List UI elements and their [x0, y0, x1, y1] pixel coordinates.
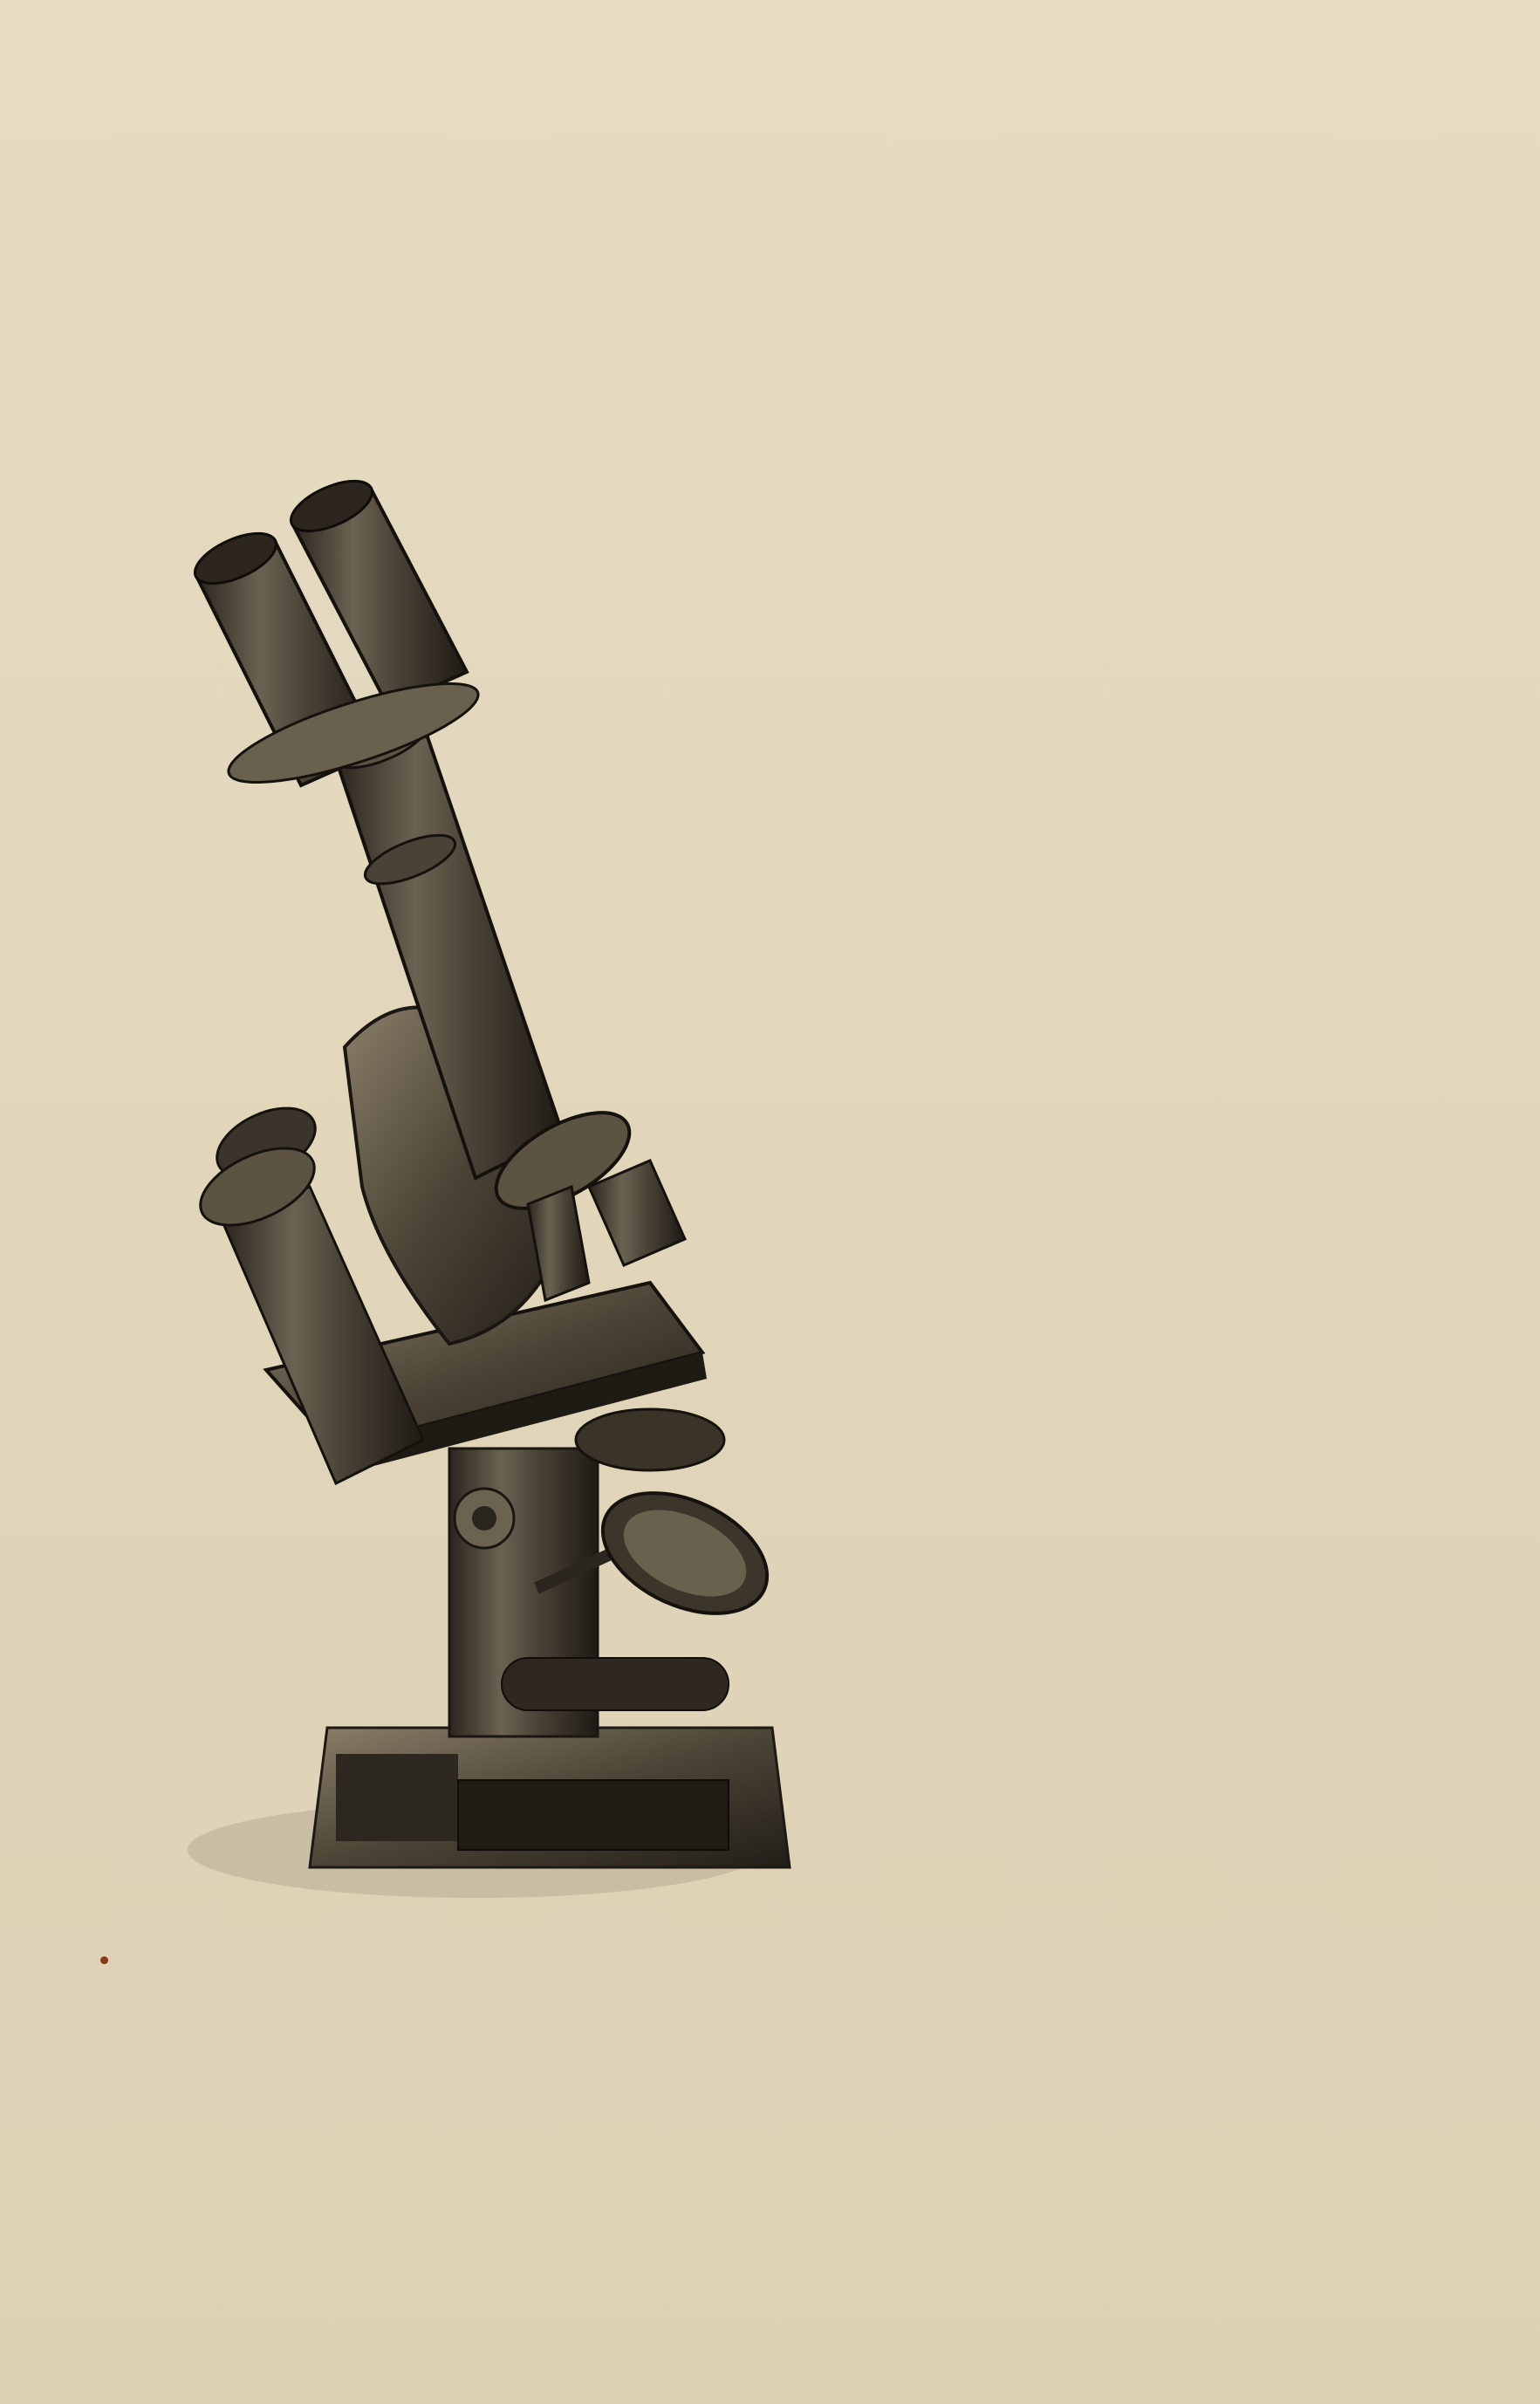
microscope-illustration: [161, 471, 842, 1928]
ink-spot: [100, 1956, 108, 1964]
microscope-base: [310, 1728, 790, 1867]
eyepiece-revolver: [188, 471, 487, 802]
